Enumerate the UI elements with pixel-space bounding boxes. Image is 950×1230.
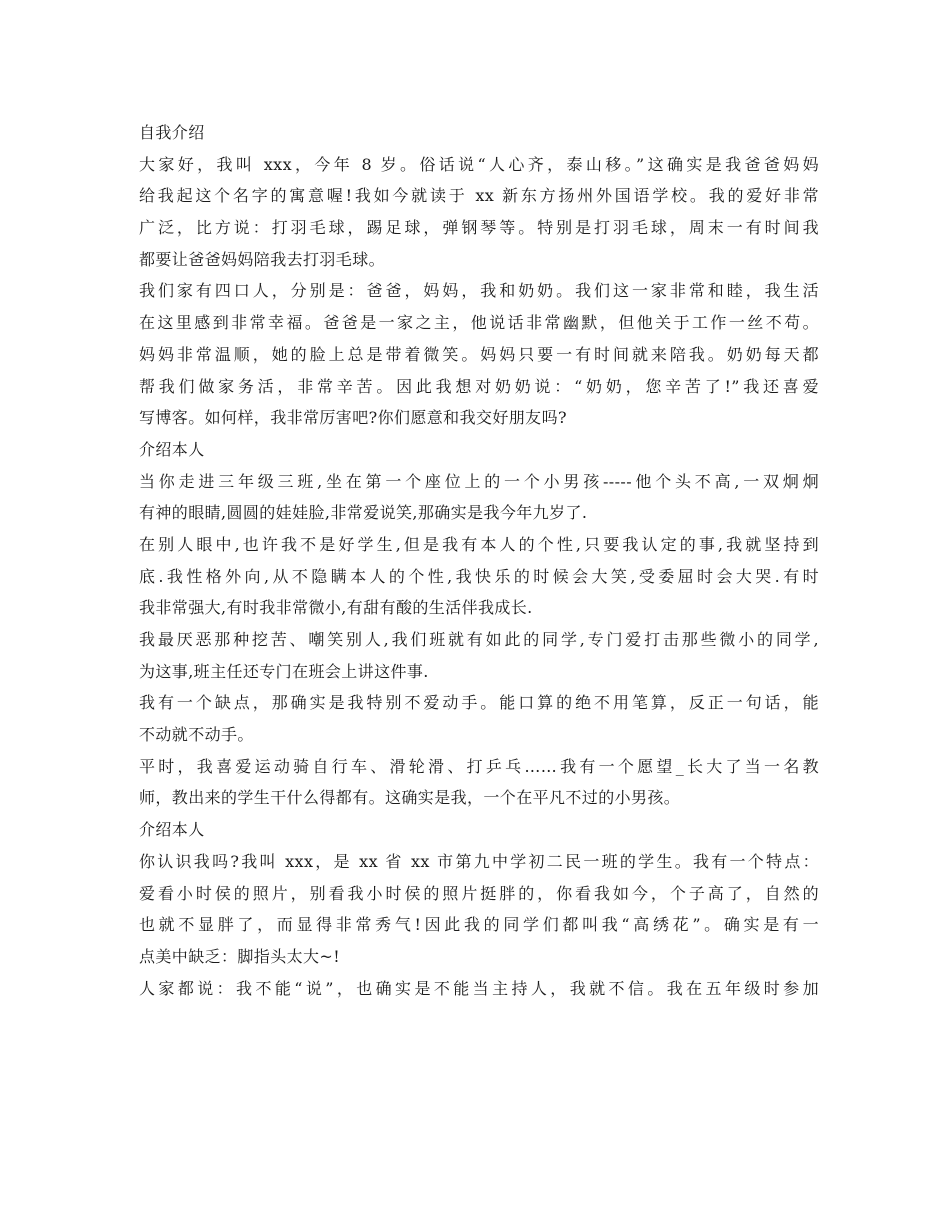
text-line: 在别人眼中,也许我不是好学生,但是我有本人的个性,只要我认定的事,我就坚持到 <box>139 534 819 554</box>
text-line: 我有一个缺点，那确实是我特别不爱动手。能口算的绝不用笔算，反正一句话，能 <box>139 693 819 713</box>
text-line: 在这里感到非常幸福。爸爸是一家之主，他说话非常幽默，但他关于工作一丝不苟。 <box>139 313 819 333</box>
text-line: 也就不显胖了，而显得非常秀气!因此我的同学们都叫我“高绣花”。确实是有一 <box>139 915 819 935</box>
text-line: 有神的眼睛,圆圆的娃娃脸,非常爱说笑,那确实是我今年九岁了. <box>139 503 588 523</box>
text-line: 点美中缺乏：脚指头太大~! <box>139 946 341 966</box>
text-line: 自我介绍 <box>139 123 205 142</box>
text-line: 介绍本人 <box>139 439 205 459</box>
text-line: 爱看小时侯的照片，别看我小时侯的照片挺胖的，你看我如今，个子高了，自然的 <box>139 883 819 903</box>
text-line: 都要让爸爸妈妈陪我去打羽毛球。 <box>139 249 386 269</box>
text-line: 平时，我喜爱运动骑自行车、滑轮滑、打乒乓……我有一个愿望_长大了当一名教 <box>139 756 819 776</box>
text-line: 广泛，比方说：打羽毛球，踢足球，弹钢琴等。特别是打羽毛球，周末一有时间我 <box>139 218 819 238</box>
text-line: 大家好，我叫 xxx，今年 8 岁。俗话说“人心齐，泰山移。”这确实是我爸爸妈妈 <box>139 154 819 174</box>
text-line: 师，教出来的学生干什么得都有。这确实是我，一个在平凡不过的小男孩。 <box>139 788 681 808</box>
text-line: 我非常强大,有时我非常微小,有甜有酸的生活伴我成长. <box>139 598 533 618</box>
text-line: 当你走进三年级三班,坐在第一个座位上的一个小男孩-----他个头不高,一双炯炯 <box>139 471 819 491</box>
text-line: 不动就不动手。 <box>139 725 254 745</box>
text-line: 底.我性格外向,从不隐瞒本人的个性,我快乐的时候会大笑,受委屈时会大哭.有时 <box>139 566 819 586</box>
text-line: 为这事,班主任还专门在班会上讲这件事. <box>139 661 429 681</box>
text-line: 人家都说：我不能“说”，也确实是不能当主持人，我就不信。我在五年级时参加 <box>139 978 819 998</box>
text-line: 我们家有四口人，分别是：爸爸，妈妈，我和奶奶。我们这一家非常和睦，我生活 <box>139 281 819 301</box>
document-body <box>139 117 819 1004</box>
text-line: 我最厌恶那种挖苦、嘲笑别人,我们班就有如此的同学,专门爱打击那些微小的同学, <box>139 630 819 649</box>
text-line: 帮我们做家务活，非常辛苦。因此我想对奶奶说：“奶奶，您辛苦了!”我还喜爱 <box>139 376 819 396</box>
text-line: 给我起这个名字的寓意喔!我如今就读于 xx 新东方扬州外国语学校。我的爱好非常 <box>139 186 819 206</box>
text-line: 介绍本人 <box>139 820 205 840</box>
text-line: 你认识我吗?我叫 xxx，是 xx 省 xx 市第九中学初二民一班的学生。我有一个特点： <box>139 851 819 871</box>
text-line: 妈妈非常温顺，她的脸上总是带着微笑。妈妈只要一有时间就来陪我。奶奶每天都 <box>139 344 819 364</box>
text-line: 写博客。如何样，我非常厉害吧?你们愿意和我交好朋友吗? <box>139 408 567 428</box>
